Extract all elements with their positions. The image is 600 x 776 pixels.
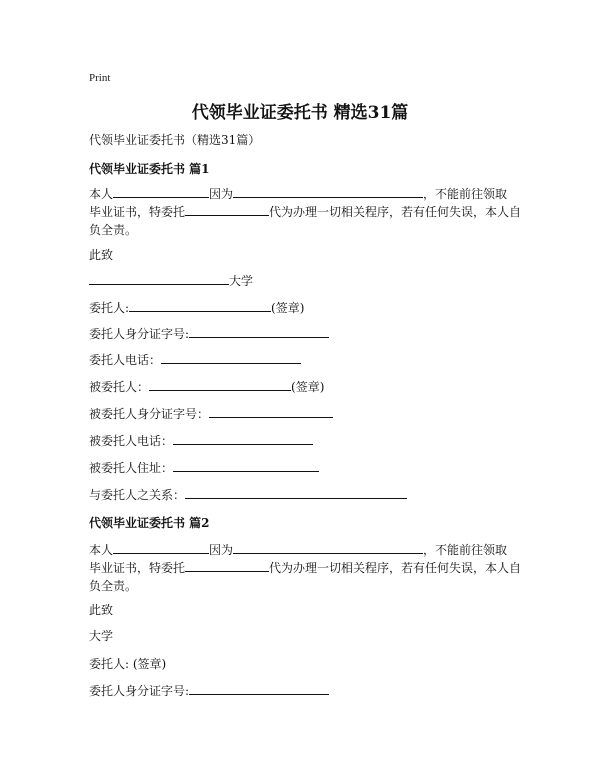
fill-in-blank — [185, 203, 269, 216]
section-1-para-line-2 — [89, 203, 529, 221]
section-2-para-line-2 — [89, 559, 529, 577]
print-link[interactable]: Print — [89, 72, 111, 84]
text-segment: 因为 — [209, 543, 234, 557]
text-segment: 代为办理一切相关程序，若有任何失误，本人自 — [269, 205, 522, 219]
relation-label: 与委托人之关系： — [89, 488, 186, 502]
fill-in-blank — [233, 185, 423, 198]
fill-in-blank — [189, 682, 329, 695]
section-1-para-line-1 — [89, 185, 529, 203]
agent-id-line — [89, 405, 529, 423]
agent-phone-line — [89, 432, 529, 450]
fill-in-blank — [189, 325, 329, 338]
section-1-para-line-3: 负全责。 — [89, 223, 138, 237]
text-segment: 代为办理一切相关程序，若有任何失误，本人自 — [269, 561, 522, 575]
fill-in-blank — [233, 541, 423, 554]
principal-id-label: 委托人身分证字号: — [89, 327, 190, 341]
principal-phone-label: 委托人电话： — [89, 353, 162, 367]
fill-in-blank — [173, 459, 319, 472]
fill-in-blank — [113, 185, 209, 198]
fill-in-blank — [149, 378, 291, 391]
signature-label: (签章) — [291, 380, 325, 394]
section-2-heading: 代领毕业证委托书 篇2 — [89, 516, 210, 530]
text-segment: 本人 — [89, 543, 114, 557]
section-2-para-line-1 — [89, 541, 529, 559]
university-line — [89, 272, 529, 290]
section-2-principal-id-line — [89, 682, 529, 700]
text-segment: ，不能前往领取 — [423, 187, 508, 201]
university-label: 大学 — [229, 274, 254, 288]
fill-in-blank — [113, 541, 209, 554]
signature-label: (签章) — [271, 301, 305, 315]
fill-in-blank — [89, 272, 229, 285]
agent-address-line — [89, 459, 529, 477]
fill-in-blank — [161, 351, 301, 364]
subtitle: 代领毕业证委托书（精选31篇） — [89, 133, 261, 147]
relation-line — [89, 486, 529, 504]
section-1-heading: 代领毕业证委托书 篇1 — [89, 162, 210, 176]
agent-line — [89, 378, 529, 396]
principal-id-label: 委托人身分证字号: — [89, 684, 190, 698]
section-2-principal-line: 委托人: (签章) — [89, 657, 167, 671]
section-2-salutation: 此致 — [89, 603, 114, 617]
fill-in-blank — [185, 559, 269, 572]
principal-phone-line — [89, 351, 529, 369]
fill-in-blank — [209, 405, 333, 418]
fill-in-blank — [173, 432, 313, 445]
text-segment: 因为 — [209, 187, 234, 201]
fill-in-blank — [185, 486, 407, 499]
text-segment: 毕业证书，特委托 — [89, 205, 186, 219]
section-2-university: 大学 — [89, 629, 114, 643]
agent-label: 被委托人： — [89, 380, 150, 394]
principal-line — [89, 299, 529, 317]
section-1-salutation: 此致 — [89, 248, 114, 262]
text-segment: 毕业证书，特委托 — [89, 561, 186, 575]
principal-id-line — [89, 325, 529, 343]
agent-id-label: 被委托人身分证字号： — [89, 407, 210, 421]
section-2-para-line-3: 负全责。 — [89, 579, 138, 593]
text-segment: ，不能前往领取 — [423, 543, 508, 557]
fill-in-blank — [129, 299, 271, 312]
text-segment: 本人 — [89, 187, 114, 201]
agent-address-label: 被委托人住址： — [89, 461, 174, 475]
document-title: 代领毕业证委托书 精选31篇 — [191, 103, 409, 123]
agent-phone-label: 被委托人电话： — [89, 434, 174, 448]
principal-label: 委托人: — [89, 301, 130, 315]
